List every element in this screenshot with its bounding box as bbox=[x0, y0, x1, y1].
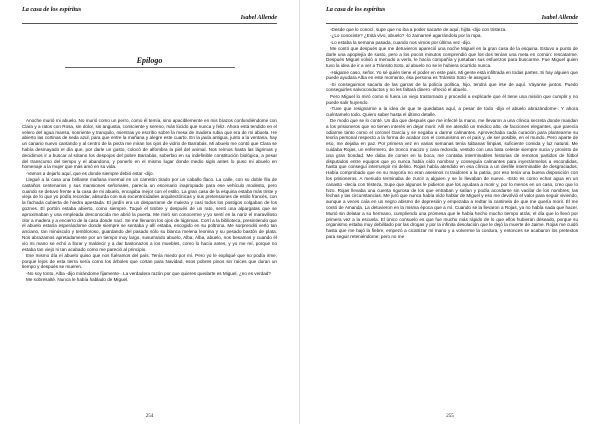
right-page bbox=[300, 0, 600, 424]
paragraph: -Lo estaba la semana pasada, cuando nos vimos por última vez -dijo. bbox=[330, 39, 472, 45]
paragraph: -Vamos a dejarlo aquí, que es donde siempre debió estar -dijo. bbox=[26, 170, 154, 176]
page-number: 255 bbox=[446, 414, 454, 419]
paragraph: Anoche murió mi abuelo. No murió como un perro, como él temía, sino apaciblemente en mis brazos confundiéndome con Clara y a ratos con Rosa, sin dolor, sin angustia, consciente y sereno, más lúcido que nunca y feliz. Ahora está tendido en el velero del agua mansa, sonriente y tranquilo, mientras yo escribo sobre la mesa de madera rubia que era de mi abuela. He abierto las cortinas de seda azul, para que entre la mañana y alegre este cuarto. En la jaula antigua, junto a la ventana, hay un canario nuevo cantando y al centro de la pieza me miran los ojos de vidrio de Barrabás. Mi abuelo me contó que Clara se había desmayado el día que, por darle un gusto, colocó de alfombra la piel del animal. Nos reímos hasta las lágrimas y decidimos ir a buscar al sótano los despojos del pobre Barrabás, soberbio en su indefinible constitución biológica, a pesar del transcurso del tiempo y el abandono, y ponerlo en el mismo lugar donde medio siglo antes lo puso mi abuelo en homenaje a la mujer que más amó en su vida. bbox=[22, 118, 277, 170]
header-rule bbox=[22, 23, 277, 24]
chapter-rule bbox=[65, 67, 235, 68]
running-header-title: La casa de los espíritus bbox=[22, 6, 82, 13]
left-body-text bbox=[22, 118, 277, 283]
paragraph: De modo que se lo conté. Un día que después que me infecté la mano, me llevaron a una clínica secreta donde mandan a los prisioneros que no tienen interés en dejar morir. Allí me atendió un médico alto, de facciones elegantes, que parecía odiarme tanto como el coronel García y se negaba a darme calmantes. Aprovechaba cada curación para plantearme su teoría personal respecto a la forma de acabar con el comunismo en el país y, de ser posible, en el mundo. Pero aparte de eso, me dejaba en paz. Por primera vez en varias semanas tenía sábanas limpias, suficiente comida y luz natural. Me cuidaba Rojas, un enfermero, de tronco macizo y cara redonda, vestido con una bata celeste siempre sucia y provisto de una gran bondad. Me daba de comer en la boca, me contaba interminables historias de remotos partidos de fútbol disputados entre equipos que yo nunca había oído nombrar y conseguía calmantes para inyectármelos a escondidas, hasta que conseguí interrumpir mi delirio. Rojas había atendido en esa clínica a un desfile interminable de desgraciados. Había comprobado que en su mayoría no eran asesinos ni traidores a la patria, por eso tenía una buena disposición con los prisioneros. A menudo terminaba de zurcir a alguien y se lo llevaban de nuevo. -Esto es como echar agua en un canasto -decía con tristeza. Supe que algunos le pidieron que los ayudara a morir y, por lo menos en un caso, creo que lo hizo. Rojas llevaba una cuenta rigurosa de los que entraban y salían y podía acordarse sin vacilar de los nombres, las fechas y las circunstancias. Me juró que nunca había oído hablar de Miguel y eso me devolvió el valor para seguir viviendo, aunque a veces caía en un negro abismo de depresión y empezaba a redtar la cantinela de que me quería morir. Él me contó de Amanda. La detuvieron en la misma época que a mí. Cuando se la llevaron a Rojas, ya no había nada que hacer. Murió sin delatar a su hermano, cumpliendo una promesa que le había hecho mucho tiempo atrás, el día que lo llevó por primera vez a la escuela. El único consuelo es que fue mucho más rápido de lo que ellos hubieran deseado, porque su organismo estaba muy debilitado por las drogas y por la infinita desolación que le dejó la muerte de Jaime. Rojas me cuidó hasta que me bajó la fiebre, empezó a cicatrizar mi mano y a volverme la cordura, y entonces se acabaron los pretextos para seguir reteniéndome; pero no me bbox=[326, 117, 578, 239]
paragraph: Pero Miguel lo miró como si fuera un viejo trastornado y procedió a explicarle que él tiene una misión que cumplir y no puede salir huyendo. bbox=[326, 93, 578, 105]
paragraph: -Si conseguimos sacarla de las garras de la policía política, hijo, tendrá que irse de aquí. Váyanse juntos. Puedo conseguirles salvoconductos y no les faltará dinero -ofreció el abuelo. bbox=[326, 81, 578, 93]
running-header-title: La casa de los espíritus bbox=[326, 6, 386, 13]
paragraph: -Tuve que resignarme a la idea de que te quedabas aquí, a pesar de todo -dijo el abuelo abrazándome-. Y ahora cuéntamelo todo. Quiero saber hasta el último detalle. bbox=[326, 105, 578, 117]
running-header-author: Isabel Allende bbox=[541, 14, 578, 21]
paragraph: Llegué a la casa una brillante mañana invernal en un carretón tirado por un caballo flaco. La calle, con su doble fila de castaños centenarios y sus mansiones señoriales, parecía un escenario inapropiado para ese vehículo modesto, pero cuando se detuvo frente a la casa de mi abuelo, encajaba mejor con el estilo. La gran casa de la esquina estaba más triste y vieja de lo que yo podía recordar, absurda con sus excentricidades arquitectónicas y sus pretensiones de estilo francés, con la fachada cubierta de hiedra apestada. El jardín era un desparrame de maleza y casi todos los postigos colgaban de los goznes. El portón estaba abierto, como siempre. Toqué el timbre y después de un rato, sentí una alpargatas que se aproximaban y una empleada desconocida me abrió la puerta. Me miró sin conocerme y yo sentí en la nariz el maravilloso olor a madera y a encierro de la casa donde nací. Se me llenaron los ojos de lágrimas. Corrí a la biblioteca, presintiendo que el abuelo estaría esperándome donde siempre se sentaba y allí estaba, encogido en su poltrona. Me sorprendió verlo tan anciano, tan minúsculo y tembloroso, guardando del pasado sólo su blanca melena leonina y su pesado bastón de plata. Nos abrazamos apretadamente por un tiempo muy largo, susurrando abuelo, Alba, Alba, abuelo, nos besamos y cuando él vio mi mano se echó a llorar y maldecir y a dar bastonazos a los muebles, como lo hacía antes, y yo me reí, porque no estaba tan viejo ni tan acabado como me pareció al principio. bbox=[22, 176, 277, 252]
chapter-title: Epílogo bbox=[136, 56, 163, 65]
page-number: 254 bbox=[145, 414, 154, 419]
running-header-author: Isabel Allende bbox=[240, 14, 277, 21]
paragraph: Ese mismo día el abuelo quiso que nos fuéramos del país. Tenía miedo por mí. Pero yo le expliqué que no podía irme, porque lejos de esta tierra sería como los árboles que cortan para Navidad, esos pobres pinos sin raíces que duran un tiempo y después se mueren. bbox=[22, 252, 277, 270]
paragraph: -¿Lo conociste? ¿Está vivo, abuelo? -lo zamarreé agarrándolo por la ropa. bbox=[330, 33, 482, 39]
header-rule bbox=[326, 23, 578, 24]
right-body-text bbox=[326, 27, 578, 240]
paragraph: -Hágame caso, señor. Yo sé quién tiene el poder en este país. Mi gente está infiltrada en todas partes. Si hay alguien que puede ayudara Alba en este momento, ésa persona es Tránsito Soto -le aseguró. bbox=[326, 69, 578, 81]
paragraph: -Desde que lo conocí, supe que no iba a poder sacarte de aquí, hijita -dijo con tristeza. bbox=[330, 27, 507, 32]
paragraph: Me sobresalté. Nunca le había hablado de Miguel. bbox=[26, 277, 129, 283]
paragraph: -No soy tonto, Alba -dijo mirándome fijamente-. La verdadera razón por que quieres quedarte es Miguel, ¿no es verdad? bbox=[26, 270, 271, 276]
paragraph: Me contó que después que me detuvieron apareció una noche Miguel en la gran casa de la esquina. Estuvo a punto de darle una apoplejía de susto, pero a los pocos minutos comprendió que los dos tenían una meta en común: rescatarme. Después Miguel volvió a menudo a verlo, le hacía compañía y juntaban sus esfuerzos para buscarme. Fue Miguel quien tuvo la idea de ir a ver a Tránsito Soto, al abuelo no se le hubiera ocurrido nunca. bbox=[326, 45, 578, 69]
